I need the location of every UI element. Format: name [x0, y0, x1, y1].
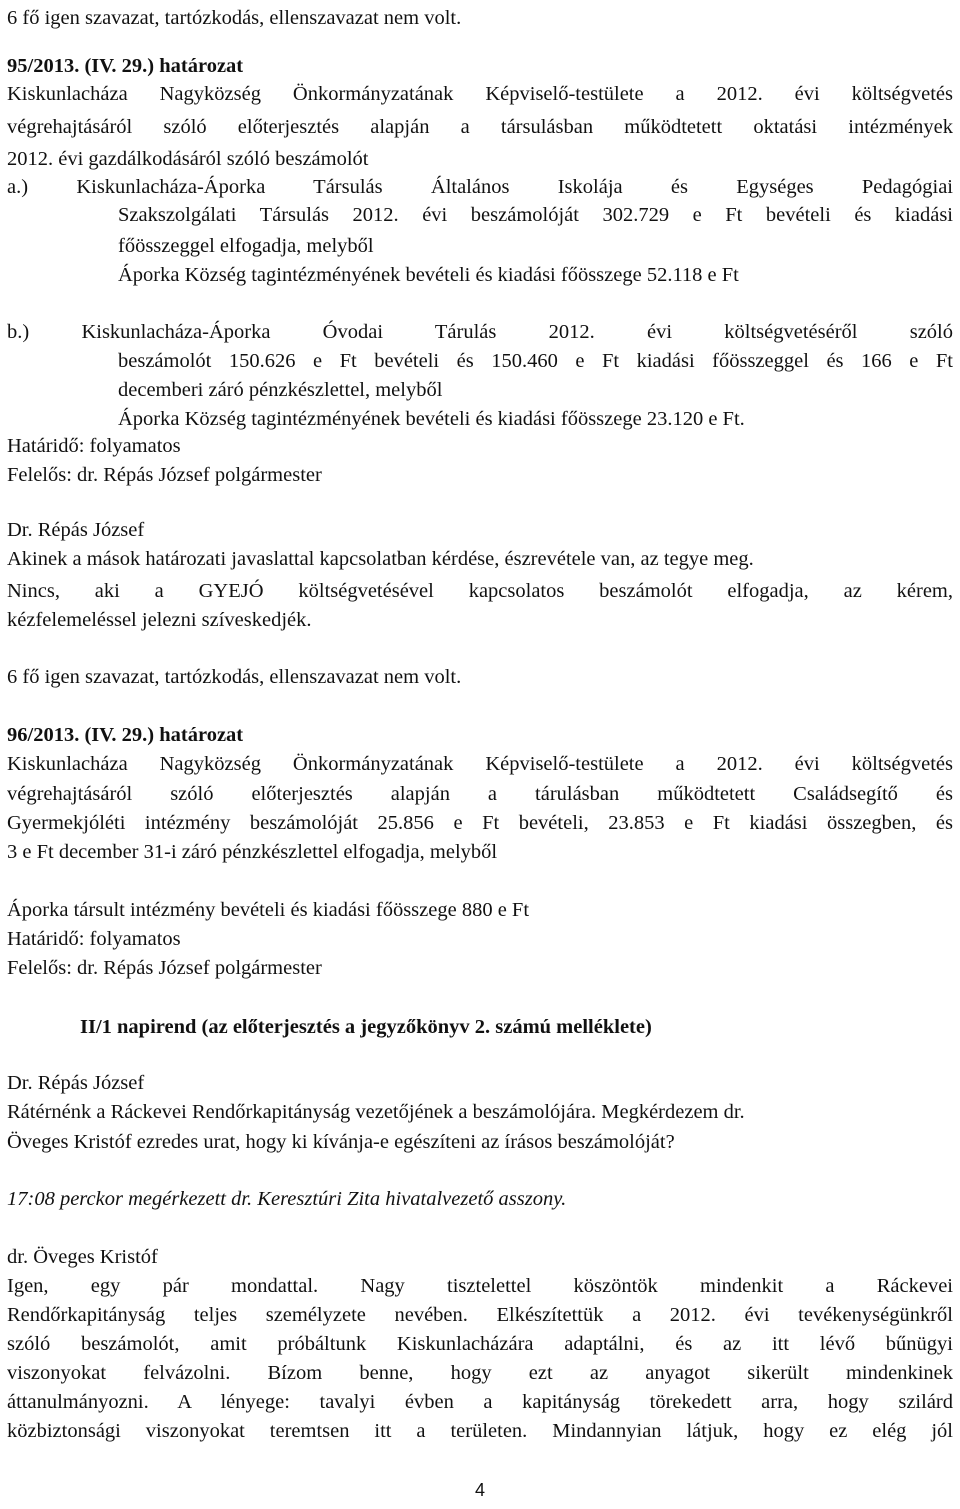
deadline: Határidő: folyamatos — [7, 928, 181, 950]
resolution-95-item-b: b.) Kiskunlacháza-Áporka Óvodai Tárulás 2012. évi költségvetéséről szóló — [7, 321, 953, 343]
resolution-96-line: Áporka társult intézmény bevételi és kiadási főösszege 880 e Ft — [7, 899, 530, 921]
resolution-95-line: végrehajtásáról szóló előterjesztés alapján a társulásban működtetett oktatási intézmények — [7, 116, 953, 138]
resolution-95-item-b: Áporka Község tagintézményének bevételi és kiadási főösszege 23.120 e Ft. — [118, 408, 745, 430]
vote-result-2: 6 fő igen szavazat, tartózkodás, ellenszavazat nem volt. — [7, 666, 462, 688]
speech-line: Öveges Kristóf ezredes urat, hogy ki kívánja-e egészíteni az írásos beszámolóját? — [7, 1131, 675, 1153]
responsible: Felelős: dr. Répás József polgármester — [7, 464, 322, 486]
resolution-95-item-a: főösszeggel elfogadja, melyből — [118, 235, 374, 257]
responsible: Felelős: dr. Répás József polgármester — [7, 957, 322, 979]
page-number: 4 — [474, 1480, 485, 1500]
speech-line: szóló beszámolót, amit próbáltunk Kiskunlacházára adaptálni, és az itt lévő bűnügyi — [7, 1333, 953, 1355]
vote-result-1: 6 fő igen szavazat, tartózkodás, ellenszavazat nem volt. — [7, 7, 462, 29]
resolution-95-title: 95/2013. (IV. 29.) határozat — [7, 55, 244, 77]
agenda-item-heading: II/1 napirend (az előterjesztés a jegyzőkönyv 2. számú melléklete) — [80, 1016, 652, 1038]
resolution-95-item-a: Áporka Község tagintézményének bevételi és kiadási főösszege 52.118 e Ft — [118, 264, 739, 286]
speech-line: Rátérnénk a Ráckevei Rendőrkapitányság vezetőjének a beszámolójára. Megkérdezem dr. — [7, 1101, 745, 1123]
speaker-name: Dr. Répás József — [7, 519, 145, 541]
speech-line: áttanulmányozni. A lényege: tavalyi évben a kapitányság törekedett arra, hogy szilárd — [7, 1391, 953, 1413]
resolution-95-item-b: beszámolót 150.626 e Ft bevételi és 150.460 e Ft kiadási főösszeggel és 166 e Ft — [118, 350, 953, 372]
resolution-95-line: 2012. évi gazdálkodásáról szóló beszámolót — [7, 148, 369, 170]
arrival-note: 17:08 perckor megérkezett dr. Keresztúri Zita hivatalvezető asszony. — [7, 1188, 567, 1210]
resolution-95-line: Kiskunlacháza Nagyközség Önkormányzatának Képviselő-testülete a 2012. évi költségvetés — [7, 83, 953, 105]
resolution-96-title: 96/2013. (IV. 29.) határozat — [7, 724, 244, 746]
speech-line: Akinek a mások határozati javaslattal kapcsolatban kérdése, észrevétele van, az tegye meg. — [7, 548, 754, 570]
speech-line: viszonyokat felvázolni. Bízom benne, hogy ezt az anyagot sikerült mindenkinek — [7, 1362, 953, 1384]
speaker-name: Dr. Répás József — [7, 1072, 145, 1094]
speech-line: kézfelemeléssel jelezni szíveskedjék. — [7, 609, 312, 631]
resolution-95-item-b: decemberi záró pénzkészlettel, melyből — [118, 379, 443, 401]
speech-line: Igen, egy pár mondattal. Nagy tisztelettel köszöntök mindenkit a Ráckevei — [7, 1275, 953, 1297]
resolution-96-line: Gyermekjóléti intézmény beszámolóját 25.856 e Ft bevételi, 23.853 e Ft kiadási összegben, és — [7, 812, 953, 834]
resolution-95-item-a: a.) Kiskunlacháza-Áporka Társulás Általános Iskolája és Egységes Pedagógiai — [7, 176, 953, 198]
resolution-96-line: 3 e Ft december 31-i záró pénzkészlettel elfogadja, melyből — [7, 841, 498, 863]
resolution-95-item-a: Szakszolgálati Társulás 2012. évi beszámolóját 302.729 e Ft bevételi és kiadási — [118, 204, 953, 226]
resolution-96-line: végrehajtásáról szóló előterjesztés alapján a tárulásban működtetett Családsegítő és — [7, 783, 953, 805]
resolution-96-line: Kiskunlacháza Nagyközség Önkormányzatának Képviselő-testülete a 2012. évi költségvetés — [7, 753, 953, 775]
speech-line: Nincs, aki a GYEJÓ költségvetésével kapcsolatos beszámolót elfogadja, az kérem, — [7, 580, 953, 602]
speaker-name: dr. Öveges Kristóf — [7, 1246, 158, 1268]
deadline: Határidő: folyamatos — [7, 435, 181, 457]
speech-line: Rendőrkapitányság teljes személyzete nevében. Elkészítettük a 2012. évi tevékenységünkről — [7, 1304, 953, 1326]
speech-line: közbiztonsági viszonyokat teremtsen itt a területen. Mindannyian látjuk, hogy ez elég jól — [7, 1420, 953, 1442]
